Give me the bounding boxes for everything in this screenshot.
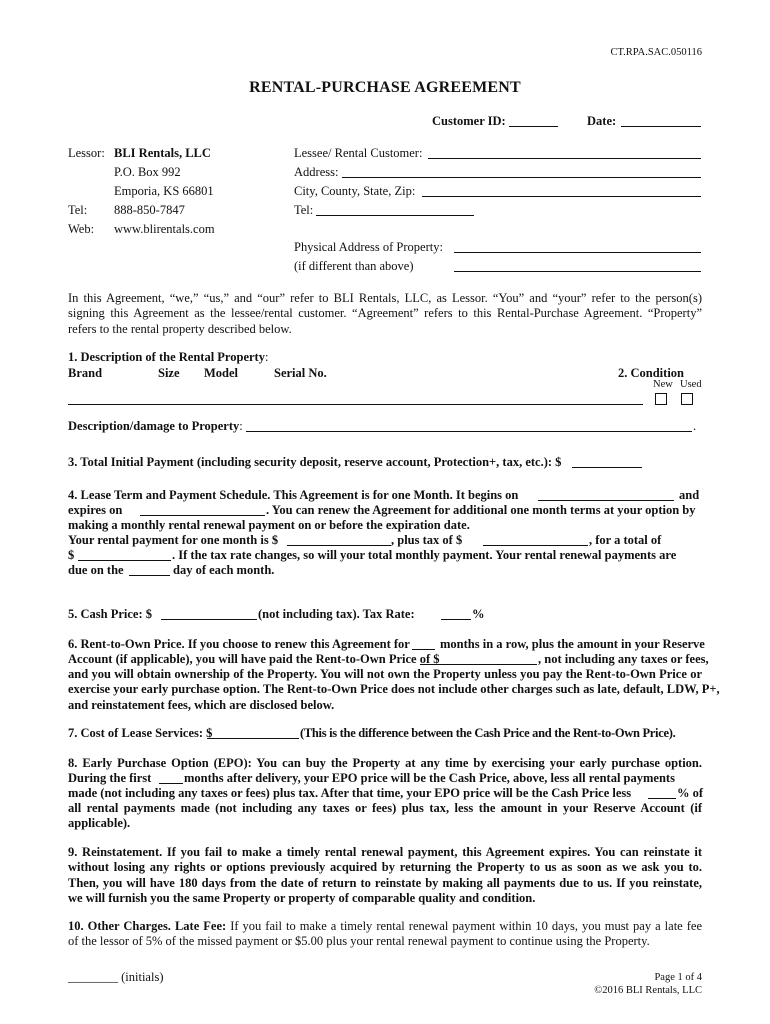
lessee-city-label: City, County, State, Zip:	[294, 184, 416, 198]
copyright: ©2016 BLI Rentals, LLC	[594, 985, 702, 996]
lessee-address-label: Address:	[294, 165, 339, 179]
section-9-line: 9. Reinstatement. If you fail to make a timely rental renewal payment, this Agreement expires. You can reinstate it	[68, 845, 702, 859]
section-6-line-1a: 6. Rent-to-Own Price. If you choose to renew this Agreement for	[68, 637, 410, 651]
section-4-line-3: making a monthly rental renewal payment on or before the expiration date.	[68, 518, 470, 532]
section-4-and: and	[679, 488, 700, 502]
section-4-total-label: , for a total of	[589, 533, 662, 547]
section-4-line-5: . If the tax rate changes, so will your total monthly payment. Your rental renewal payments are	[172, 548, 677, 562]
damage-field[interactable]	[246, 419, 692, 432]
section-4-line-2: . You can renew the Agreement for additional one month terms at your option by	[266, 503, 696, 517]
section-6-paragraph	[68, 667, 720, 713]
section-5-cash-label: 5. Cash Price: $	[68, 607, 153, 621]
property-address-field-1[interactable]	[454, 240, 701, 253]
cash-price-field[interactable]	[161, 607, 257, 620]
section-8-line-3b: % of	[677, 786, 704, 800]
section-6-line-1b: months in a row, plus the amount in your Reserve	[440, 637, 705, 651]
section-4-line-6: day of each month.	[173, 563, 275, 577]
section-4-expires-label: expires on	[68, 503, 123, 517]
lessor-label: Lessor:	[68, 146, 105, 160]
property-address-label: Physical Address of Property:	[294, 240, 443, 254]
lessee-tel-field[interactable]	[316, 203, 474, 216]
section-5-percent: %	[472, 607, 485, 621]
lessor-name: BLI Rentals, LLC	[114, 146, 211, 160]
section-4-dollar: $	[68, 548, 75, 562]
lessee-customer-field[interactable]	[428, 146, 701, 159]
property-address-note: (if different than above)	[294, 259, 414, 273]
condition-used-label: Used	[680, 379, 702, 390]
due-day-field[interactable]	[129, 563, 170, 576]
lessor-address-1: P.O. Box 992	[114, 165, 181, 179]
section-10-line-1: 10. Other Charges. Late Fee: If you fail to make a timely rental renewal payment within 10 days, you must pay a late fee	[68, 919, 703, 933]
epo-months-field[interactable]	[159, 771, 183, 784]
section-8-line-2b: months after delivery, your EPO price will be the Cash Price, above, less all rental payments	[184, 771, 675, 785]
col-brand: Brand	[68, 366, 103, 380]
section-8-line: 8. Early Purchase Option (EPO): You can buy the Property at any time by exercising your early purchase option.	[68, 756, 702, 770]
col-serial: Serial No.	[274, 366, 327, 380]
section-9-line: without losing any rights or options previously acquired by returning the Property to us as soon as we ask you to.	[68, 860, 702, 875]
initial-payment-field[interactable]	[572, 455, 642, 468]
page-number: Page 1 of 4	[654, 972, 702, 983]
section-5-tax-label: (not including tax). Tax Rate:	[258, 607, 415, 621]
customer-id-field[interactable]	[509, 114, 558, 127]
col-model: Model	[204, 366, 239, 380]
lease-services-cost-field[interactable]	[207, 726, 299, 739]
property-address-field-2[interactable]	[454, 259, 701, 272]
intro-paragraph	[68, 291, 702, 337]
section-6-line: and you will obtain ownership of the Property. You will not own the Property unless you pay the Rent-to-Own Price or	[68, 667, 702, 681]
total-monthly-field[interactable]	[78, 548, 171, 561]
initials-field[interactable]: ________ (initials)	[68, 970, 164, 984]
section-4-rental-label: Your rental payment for one month is $	[68, 533, 279, 547]
lessor-web-label: Web:	[68, 222, 95, 236]
condition-heading: 2. Condition	[618, 366, 684, 380]
epo-percent-field[interactable]	[648, 786, 676, 799]
lessee-city-field[interactable]	[422, 184, 701, 197]
date-label: Date:	[587, 114, 617, 128]
damage-label: Description/damage to Property:	[68, 419, 243, 433]
rent-to-own-price-field[interactable]	[420, 652, 537, 665]
section-4-line-1: 4. Lease Term and Payment Schedule. This Agreement is for one Month. It begins on	[68, 488, 519, 502]
section-4-tax-label: , plus tax of $	[391, 533, 463, 547]
customer-id-label: Customer ID:	[432, 114, 506, 128]
lessee-customer-label: Lessee/ Rental Customer:	[294, 146, 423, 160]
lessor-tel-label: Tel:	[68, 203, 88, 217]
property-description-line[interactable]	[68, 404, 643, 405]
lessor-web: www.blirentals.com	[114, 222, 215, 236]
section-8-paragraph	[68, 801, 702, 832]
document-code: CT.RPA.SAC.050116	[610, 47, 702, 58]
section-9-paragraph	[68, 845, 702, 907]
section-6-line-2a: Account (if applicable), you will have paid the Rent-to-Own Price of $	[68, 652, 440, 666]
intro-line: signing this Agreement as the lessee/rental customer. “Agreement” refers to this Rental-Purchase Agreement. “Property”	[68, 306, 702, 321]
section-8-line-3a: made (not including any taxes or fees) plus tax. After that time, your EPO price will be the Cash Price less	[68, 786, 632, 800]
section-8-line: all rental payments made (not including any taxes or fees) plus tax, less the amount in your Reserve Account (if	[68, 801, 702, 815]
section-7-label: 7. Cost of Lease Services: $	[68, 726, 213, 740]
date-field[interactable]	[621, 114, 701, 127]
section-6-line: exercise your early purchase option. The Rent-to-Own Price does not include other charges such as late, default, LDW, P+,	[68, 682, 720, 697]
lessee-address-field[interactable]	[342, 165, 701, 178]
document-title: RENTAL-PURCHASE AGREEMENT	[249, 79, 521, 96]
section-6-line: and reinstatement fees, which are disclosed below.	[68, 697, 335, 712]
section-9-line: we will furnish you the same Property or property of comparable quality and condition.	[68, 891, 536, 906]
section-10-paragraph	[68, 919, 702, 950]
section-8-line-2a: During the first	[68, 771, 152, 785]
lease-expires-field[interactable]	[140, 503, 265, 516]
section-7-note: (This is the difference between the Cash Price and the Rent-to-Own Price).	[300, 726, 676, 740]
tax-rate-field[interactable]	[441, 607, 471, 620]
rental-payment-field[interactable]	[287, 533, 391, 546]
section-10-line-2: of the lessor of 5% of the missed payment or $5.00 plus your rental renewal payment to continue using the Property.	[68, 934, 650, 949]
condition-used-checkbox[interactable]	[681, 393, 693, 405]
section-6-line-2b: , not including any taxes or fees,	[538, 652, 709, 666]
col-size: Size	[158, 366, 180, 380]
section-9-line: Then, you will have 180 days from the date of return to reinstate by making all payments due to us. If you reinstate,	[68, 875, 702, 890]
lessor-address-2: Emporia, KS 66801	[114, 184, 214, 198]
section-1-heading: 1. Description of the Rental Property:	[68, 350, 269, 364]
months-in-row-field[interactable]	[412, 637, 435, 650]
intro-line: In this Agreement, “we,” “us,” and “our” refer to BLI Rentals, LLC, as Lessor. “You” and “your” refer to the person(s)	[68, 291, 702, 305]
section-3-text: 3. Total Initial Payment (including security deposit, reserve account, Protection+, tax, etc.): $	[68, 455, 562, 469]
condition-new-checkbox[interactable]	[655, 393, 667, 405]
lease-begin-field[interactable]	[538, 488, 674, 501]
lessee-tel-label: Tel:	[294, 203, 314, 217]
lessor-tel: 888-850-7847	[114, 203, 185, 217]
intro-line: refers to the rental property described below.	[68, 321, 292, 336]
section-4-due-label: due on the	[68, 563, 124, 577]
section-8-line: applicable).	[68, 816, 131, 831]
section-8-line-1-wrap	[68, 756, 702, 771]
damage-period: .	[693, 419, 697, 433]
rental-tax-field[interactable]	[483, 533, 588, 546]
condition-new-label: New	[653, 379, 673, 390]
